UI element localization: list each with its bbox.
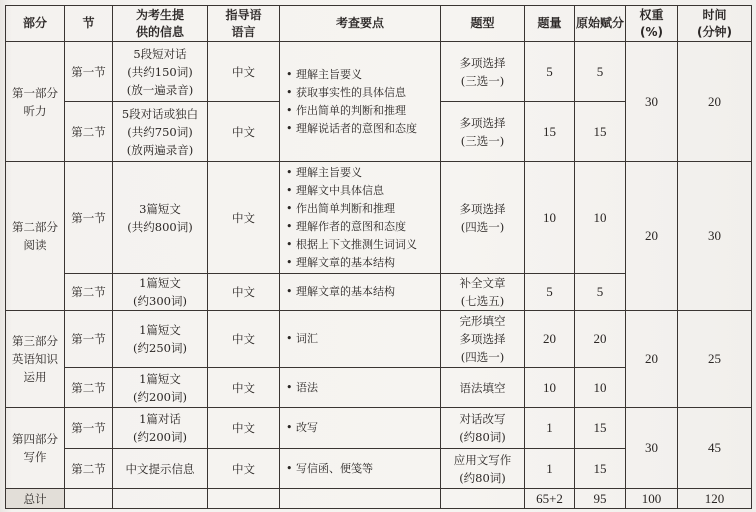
- raw-score: 10: [575, 162, 626, 274]
- candidate-info: 3篇短文 (共约800词): [113, 162, 208, 274]
- question-count: 5: [525, 274, 575, 311]
- question-type: 多项选择 (三选一): [441, 42, 525, 102]
- empty-cell: [208, 489, 280, 509]
- key-point: • 作出简单的判断和推理: [286, 102, 440, 120]
- key-points-list: [280, 311, 441, 368]
- candidate-info: 5段短对话 (共约150词) (放一遍录音): [113, 42, 208, 102]
- header-key-points: 考查要点: [280, 6, 441, 42]
- question-count: 1: [525, 408, 575, 449]
- key-point: • 理解主旨要义: [286, 164, 440, 182]
- exam-spec-table: [5, 5, 752, 509]
- section-label: 第二节: [65, 449, 113, 489]
- question-count: 1: [525, 449, 575, 489]
- key-point: • 理解主旨要义: [286, 66, 440, 84]
- raw-score: 10: [575, 368, 626, 408]
- total-weight: 100: [626, 489, 678, 509]
- key-points-list: [280, 274, 441, 311]
- candidate-info: 中文提示信息: [113, 449, 208, 489]
- question-type: 多项选择 (三选一): [441, 102, 525, 162]
- section-label: 第一节: [65, 162, 113, 274]
- part-name-language-use: 第三部分 英语知识 运用: [6, 311, 65, 408]
- candidate-info: 1篇短文 (约200词): [113, 368, 208, 408]
- table-row: [6, 408, 752, 449]
- weight-value: 30: [626, 42, 678, 162]
- question-type: 应用文写作 (约80词): [441, 449, 525, 489]
- instruction-language: 中文: [208, 162, 280, 274]
- raw-score: 5: [575, 42, 626, 102]
- instruction-language: 中文: [208, 449, 280, 489]
- key-points-list: [280, 162, 441, 274]
- key-point: • 根据上下文推测生词词义: [286, 236, 440, 254]
- section-label: 第一节: [65, 42, 113, 102]
- key-point: • 语法: [286, 379, 440, 397]
- empty-cell: [113, 489, 208, 509]
- key-point: • 获取事实性的具体信息: [286, 84, 440, 102]
- candidate-info: 1篇短文 (约250词): [113, 311, 208, 368]
- key-point: • 理解说话者的意图和态度: [286, 120, 440, 138]
- question-type: 对话改写 (约80词): [441, 408, 525, 449]
- key-points-list: [280, 449, 441, 489]
- raw-score: 15: [575, 408, 626, 449]
- part-name-writing: 第四部分 写作: [6, 408, 65, 489]
- time-value: 25: [678, 311, 752, 408]
- question-count: 20: [525, 311, 575, 368]
- weight-value: 20: [626, 311, 678, 408]
- empty-cell: [65, 489, 113, 509]
- time-value: 45: [678, 408, 752, 489]
- key-point: • 理解文章的基本结构: [286, 254, 440, 272]
- header-time: 时间 (分钟): [678, 6, 752, 42]
- key-point: • 理解作者的意图和态度: [286, 218, 440, 236]
- key-points-list: [280, 368, 441, 408]
- instruction-language: 中文: [208, 311, 280, 368]
- candidate-info: 1篇短文 (约300词): [113, 274, 208, 311]
- instruction-language: 中文: [208, 274, 280, 311]
- key-points-list: [280, 42, 441, 162]
- instruction-language: 中文: [208, 408, 280, 449]
- empty-cell: [441, 489, 525, 509]
- question-type: 补全文章 (七选五): [441, 274, 525, 311]
- weight-value: 30: [626, 408, 678, 489]
- question-count: 10: [525, 368, 575, 408]
- section-label: 第一节: [65, 408, 113, 449]
- total-question-count: 65+2: [525, 489, 575, 509]
- total-label: 总计: [6, 489, 65, 509]
- section-label: 第二节: [65, 368, 113, 408]
- raw-score: 15: [575, 102, 626, 162]
- key-point: • 理解文章的基本结构: [286, 283, 440, 301]
- instruction-language: 中文: [208, 368, 280, 408]
- header-question-type: 题型: [441, 6, 525, 42]
- time-value: 20: [678, 42, 752, 162]
- part-name-reading: 第二部分 阅读: [6, 162, 65, 311]
- header-part: 部分: [6, 6, 65, 42]
- key-point: • 作出简单判断和推理: [286, 200, 440, 218]
- section-label: 第二节: [65, 274, 113, 311]
- table-row: [6, 42, 752, 102]
- header-section: 节: [65, 6, 113, 42]
- section-label: 第一节: [65, 311, 113, 368]
- part-name-listening: 第一部分 听力: [6, 42, 65, 162]
- key-point: • 改写: [286, 419, 440, 437]
- header-row: [6, 6, 752, 42]
- total-raw-score: 95: [575, 489, 626, 509]
- total-row: [6, 489, 752, 509]
- question-count: 10: [525, 162, 575, 274]
- key-point: • 词汇: [286, 330, 440, 348]
- raw-score: 5: [575, 274, 626, 311]
- raw-score: 15: [575, 449, 626, 489]
- candidate-info: 5段对话或独白 (共约750词) (放两遍录音): [113, 102, 208, 162]
- header-instruction-language: 指导语 语言: [208, 6, 280, 42]
- question-count: 15: [525, 102, 575, 162]
- raw-score: 20: [575, 311, 626, 368]
- weight-value: 20: [626, 162, 678, 311]
- time-value: 30: [678, 162, 752, 311]
- section-label: 第二节: [65, 102, 113, 162]
- key-points-list: [280, 408, 441, 449]
- empty-cell: [280, 489, 441, 509]
- key-point: • 理解文中具体信息: [286, 182, 440, 200]
- total-time: 120: [678, 489, 752, 509]
- question-type: 语法填空: [441, 368, 525, 408]
- question-type: 多项选择 (四选一): [441, 162, 525, 274]
- header-weight: 权重 (%): [626, 6, 678, 42]
- header-question-count: 题量: [525, 6, 575, 42]
- header-raw-score: 原始赋分: [575, 6, 626, 42]
- key-point: • 写信函、便笺等: [286, 460, 440, 478]
- table-row: [6, 311, 752, 368]
- question-type: 完形填空 多项选择 (四选一): [441, 311, 525, 368]
- candidate-info: 1篇对话 (约200词): [113, 408, 208, 449]
- instruction-language: 中文: [208, 42, 280, 102]
- instruction-language: 中文: [208, 102, 280, 162]
- header-info: 为考生提 供的信息: [113, 6, 208, 42]
- table-row: [6, 162, 752, 274]
- question-count: 5: [525, 42, 575, 102]
